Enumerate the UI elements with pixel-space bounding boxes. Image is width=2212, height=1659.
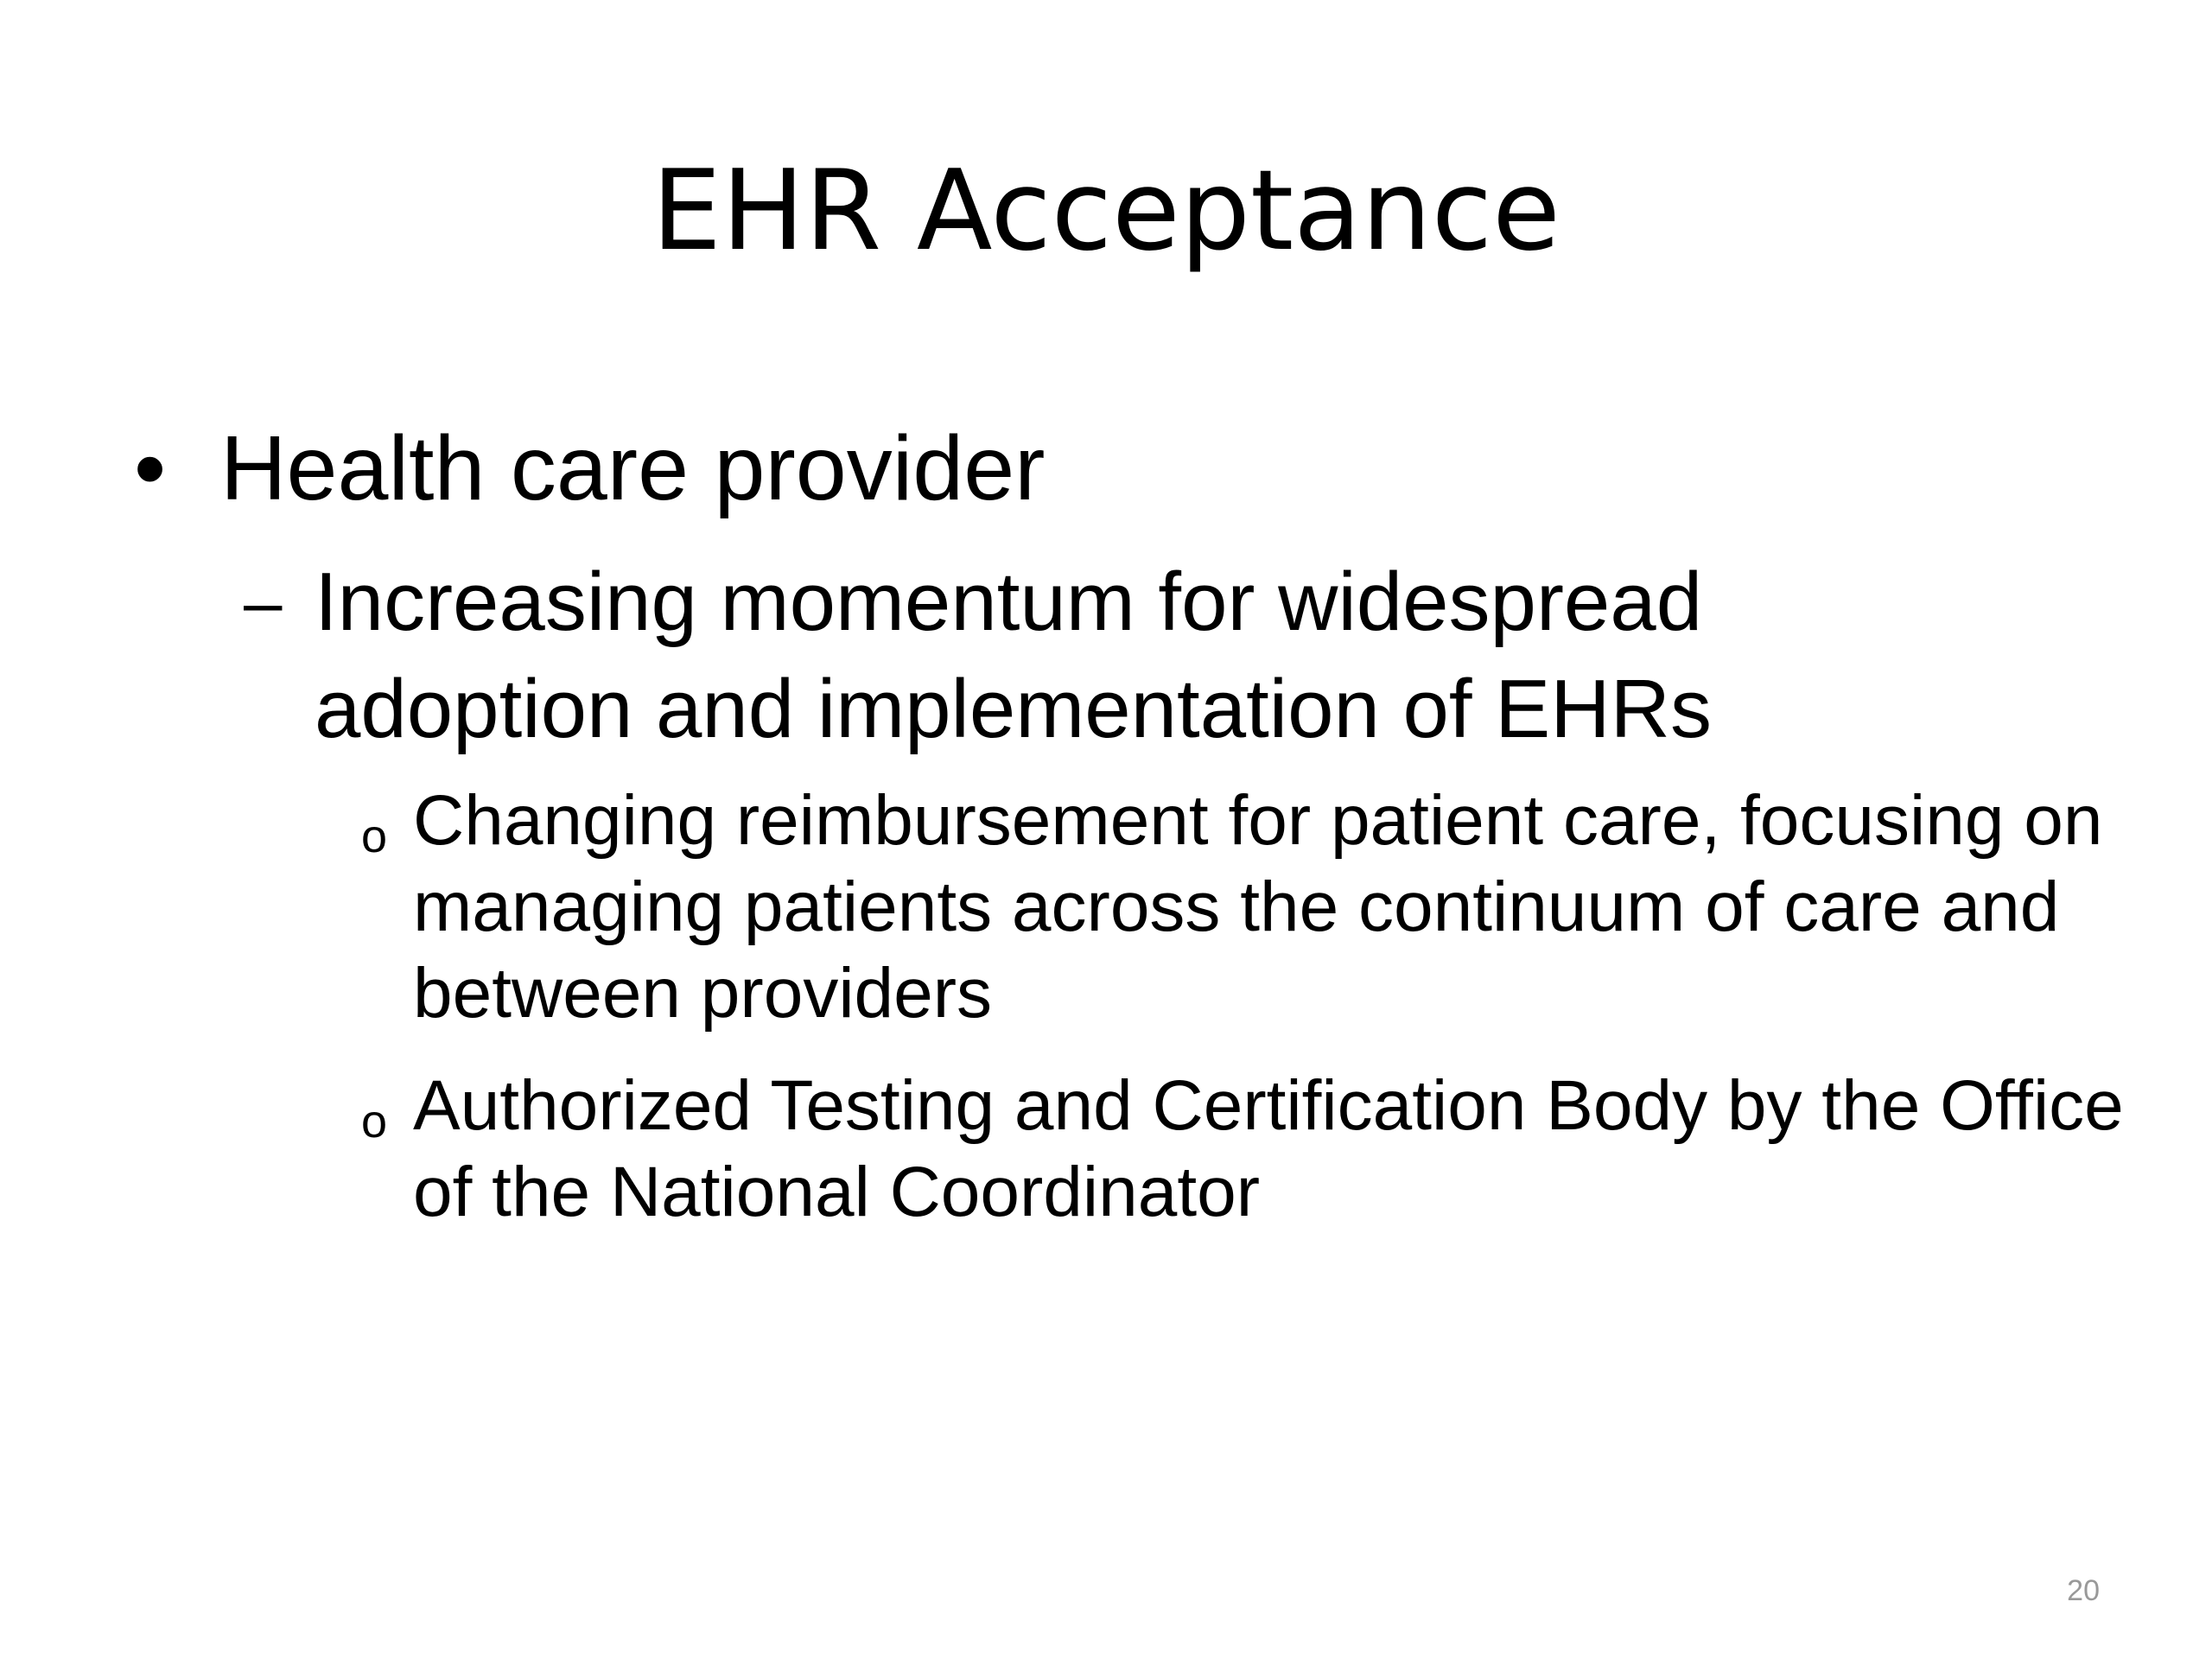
slide-title: EHR Acceptance	[652, 147, 1560, 276]
bullet-level-2	[244, 549, 1956, 763]
bullet-circle: o	[361, 810, 388, 862]
bullet-text: Changing reimbursement for patient care, focusing on managing patients across the continuum of care and between providers	[413, 781, 2103, 1033]
bullet-level-3	[361, 1063, 2133, 1236]
bullet-level-1	[134, 415, 2121, 523]
bullet-circle: o	[361, 1096, 388, 1147]
bullet-level-3	[361, 778, 2133, 1037]
bullet-dash: –	[244, 563, 283, 640]
bullet-text: Authorized Testing and Certification Body by the Office of the National Coordinator	[413, 1066, 2124, 1231]
bullet-text: Increasing momentum for widespread adoption and implementation of EHRs	[315, 556, 1712, 755]
page-number: 20	[2067, 1574, 2100, 1607]
bullet-dot: •	[134, 417, 167, 519]
bullet-text: Health care provider	[220, 417, 1046, 519]
